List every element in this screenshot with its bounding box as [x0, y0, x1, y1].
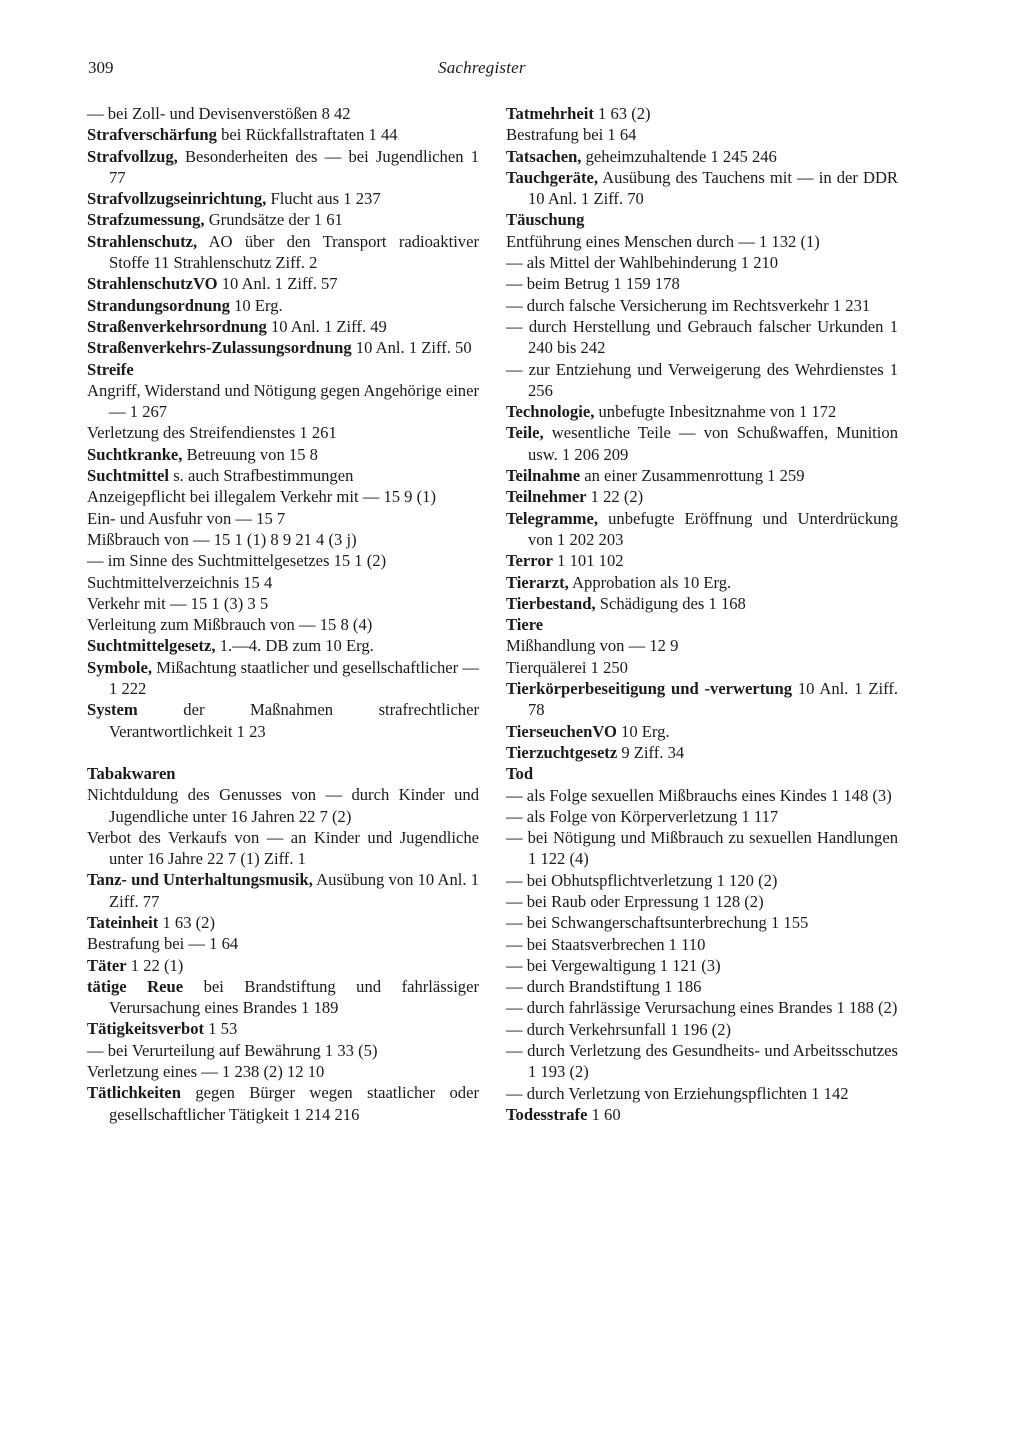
index-entry — [506, 465, 898, 486]
index-entry — [506, 912, 898, 933]
index-headword: TierseuchenVO — [506, 721, 617, 741]
index-reference: — durch Herstellung und Gebrauch falscher Urkunden 1 240 bis 242 — [506, 316, 898, 358]
index-reference: 1 22 (1) — [126, 955, 184, 975]
index-headword: Tabakwaren — [87, 763, 176, 783]
index-headword: Teile, — [506, 423, 544, 443]
index-headword: Streife — [87, 359, 134, 379]
index-reference: — bei Obhutspflichtverletzung 1 120 (2) — [506, 870, 778, 890]
index-entry — [87, 593, 479, 614]
index-entry — [506, 934, 898, 955]
index-headword: Tierzuchtgesetz — [506, 742, 618, 762]
index-headword: Terror — [506, 551, 554, 571]
index-reference: Nichtduldung des Genusses von — durch Kinder und Jugendliche unter 16 Jahren 22 7 (2) — [87, 785, 479, 826]
index-entry — [87, 529, 479, 550]
index-reference: 9 Ziff. 34 — [617, 742, 685, 762]
index-headword: Tatsachen, — [506, 146, 582, 166]
index-headword: Symbole, — [87, 657, 152, 677]
index-reference: — bei Raub oder Erpressung 1 128 (2) — [506, 891, 764, 911]
index-headword: Tierbestand, — [506, 593, 596, 613]
index-entry — [506, 124, 898, 145]
index-headword: Teilnehmer — [506, 487, 587, 507]
index-entry — [506, 209, 898, 230]
index-reference: — als Mittel der Wahlbehinderung 1 210 — [506, 253, 779, 273]
index-entry — [506, 1104, 898, 1125]
index-reference: 10 Erg. — [616, 721, 670, 741]
index-entry — [87, 486, 479, 507]
index-entry — [506, 955, 898, 976]
index-entry — [506, 1019, 898, 1040]
index-entry — [506, 976, 898, 997]
index-reference: Ausübung von 10 Anl. 1 Ziff. 77 — [109, 870, 479, 911]
index-reference: — bei Staatsverbrechen 1 110 — [506, 934, 706, 954]
index-headword: Tiere — [506, 615, 544, 635]
page-number: 309 — [88, 58, 114, 77]
index-headword: Tateinheit — [87, 912, 159, 932]
index-entry — [506, 167, 898, 210]
index-entry — [87, 444, 479, 465]
index-entry — [87, 635, 479, 656]
index-entry — [506, 252, 898, 273]
index-entry — [506, 785, 898, 806]
index-headword: Suchtkranke, — [87, 444, 183, 464]
index-entry — [87, 316, 479, 337]
index-headword: Suchtmittelgesetz, — [87, 636, 216, 656]
index-entry — [506, 486, 898, 507]
index-entry — [506, 273, 898, 294]
index-reference: Verletzung des Streifendienstes 1 261 — [87, 423, 337, 443]
section-gap — [87, 742, 479, 763]
index-entry — [506, 870, 898, 891]
index-reference: bei Brandstiftung und fahrlässiger Verursachung eines Brandes 1 189 — [109, 976, 479, 1018]
index-reference: Tierquälerei 1 250 — [506, 657, 628, 677]
index-reference: Verletzung eines — 1 238 (2) 12 10 — [87, 1062, 325, 1082]
index-reference: 10 Anl. 1 Ziff. 49 — [266, 316, 387, 336]
index-entry — [87, 699, 479, 742]
index-reference: 10 Anl. 1 Ziff. 50 — [351, 338, 472, 358]
index-entry — [87, 1018, 479, 1039]
index-entry — [87, 550, 479, 571]
index-reference: — durch fahrlässige Verursachung eines Brandes 1 188 (2) — [506, 998, 898, 1018]
index-reference: Mißachtung staatlicher und gesellschaftlicher — 1 222 — [109, 657, 479, 699]
index-entry — [87, 359, 479, 380]
index-entry — [87, 614, 479, 635]
index-entry — [87, 422, 479, 443]
index-entry — [87, 103, 479, 124]
running-head: Sachregister — [438, 58, 526, 77]
index-headword: Tod — [506, 764, 534, 784]
index-reference: bei Rückfallstraftaten 1 44 — [216, 125, 398, 145]
index-reference: — bei Nötigung und Mißbrauch zu sexuellen Handlungen 1 122 (4) — [506, 828, 898, 869]
index-entry — [87, 827, 479, 870]
index-reference: Mißbrauch von — 15 1 (1) 8 9 21 4 (3 j) — [87, 529, 357, 549]
index-entry — [87, 784, 479, 827]
index-reference: Grundsätze der 1 61 — [204, 210, 343, 230]
index-headword: Täter — [87, 955, 127, 975]
index-entry — [506, 146, 898, 167]
index-reference: Ein- und Ausfuhr von — 15 7 — [87, 508, 286, 528]
index-headword: Suchtmittel — [87, 466, 170, 486]
index-entry — [506, 422, 898, 465]
index-headword: System — [87, 700, 138, 720]
index-entry — [506, 763, 898, 784]
index-reference: 1 22 (2) — [586, 487, 644, 507]
index-reference: — durch Brandstiftung 1 186 — [506, 977, 702, 997]
index-entry — [506, 721, 898, 742]
index-entry — [87, 869, 479, 912]
index-reference: — als Folge sexuellen Mißbrauchs eines Kindes 1 148 (3) — [506, 785, 892, 805]
index-entry — [87, 465, 479, 486]
index-reference: gegen Bürger wegen staatlicher oder gesellschaftlicher Tätigkeit 1 214 216 — [109, 1083, 479, 1124]
index-entry — [506, 742, 898, 763]
index-entry — [506, 316, 898, 359]
index-entry — [506, 359, 898, 402]
index-entry — [87, 572, 479, 593]
index-entry — [87, 209, 479, 230]
index-reference: — durch Verkehrsunfall 1 196 (2) — [506, 1019, 732, 1039]
index-reference: 1 63 (2) — [593, 104, 651, 123]
index-entry — [87, 508, 479, 529]
index-reference: s. auch Strafbestimmungen — [169, 466, 354, 486]
index-reference: 1 53 — [204, 1019, 238, 1039]
index-entry — [506, 572, 898, 593]
index-reference: — bei Zoll- und Devisenverstößen 8 42 — [87, 104, 351, 123]
index-reference: Besonderheiten des — bei Jugendlichen 1 77 — [109, 146, 479, 187]
index-entry — [506, 997, 898, 1018]
index-reference: Bestrafung bei — 1 64 — [87, 934, 239, 954]
index-headword: Straßenverkehrs-Zulassungsordnung — [87, 338, 352, 358]
index-reference: Verleitung zum Mißbrauch von — 15 8 (4) — [87, 615, 373, 635]
index-reference: — bei Schwangerschaftsunterbrechung 1 155 — [506, 913, 809, 933]
index-reference: — beim Betrug 1 159 178 — [506, 274, 680, 294]
index-reference: unbefugte Eröffnung und Unterdrückung von 1 202 203 — [528, 508, 898, 549]
index-reference: AO über den Transport radioaktiver Stoffe 11 Strahlenschutz Ziff. 2 — [109, 231, 479, 273]
index-headword: Täuschung — [506, 210, 585, 230]
index-headword: Strafvollzug, — [87, 146, 178, 166]
index-entry — [87, 124, 479, 145]
index-reference: 10 Anl. 1 Ziff. 57 — [217, 274, 338, 294]
index-headword: Todesstrafe — [506, 1104, 588, 1124]
index-entry — [87, 1082, 479, 1125]
index-entry — [506, 1040, 898, 1083]
index-reference: 1 63 (2) — [158, 912, 215, 932]
index-reference: Approbation als 10 Erg. — [568, 572, 732, 592]
index-reference: Bestrafung bei 1 64 — [506, 125, 637, 145]
right-column — [506, 103, 898, 1125]
index-reference: geheimzuhaltende 1 245 246 — [581, 146, 777, 166]
index-reference: — durch Verletzung des Gesundheits- und Arbeitsschutzes 1 193 (2) — [506, 1041, 898, 1082]
index-reference: 1 60 — [587, 1104, 621, 1124]
index-entry — [87, 1040, 479, 1061]
index-entry — [506, 1083, 898, 1104]
index-entry — [87, 657, 479, 700]
index-entry — [506, 593, 898, 614]
index-reference: — als Folge von Körperverletzung 1 117 — [506, 806, 779, 826]
index-headword: tätige Reue — [87, 976, 184, 996]
index-headword: Strafvollzugseinrichtung, — [87, 189, 267, 209]
index-entry — [506, 401, 898, 422]
index-headword: Tätigkeitsverbot — [87, 1019, 205, 1039]
index-headword: Strandungsordnung — [87, 295, 230, 315]
index-headword: Strafverschärfung — [87, 125, 217, 145]
index-reference: — bei Verurteilung auf Bewährung 1 33 (5) — [87, 1040, 378, 1060]
index-entry — [87, 933, 479, 954]
index-reference: Verbot des Verkaufs von — an Kinder und Jugendliche unter 16 Jahre 22 7 (1) Ziff. 1 — [87, 827, 479, 869]
index-headword: Tierkörperbeseitigung und -verwertung — [506, 679, 793, 699]
index-reference: — zur Entziehung und Verweigerung des Wehrdienstes 1 256 — [506, 359, 898, 400]
index-reference: Schädigung des 1 168 — [595, 593, 746, 613]
index-headword: Tatmehrheit — [506, 104, 594, 123]
index-reference: Angriff, Widerstand und Nötigung gegen Angehörige einer — 1 267 — [87, 380, 479, 422]
index-headword: Tätlichkeiten — [87, 1083, 182, 1103]
index-headword: Teilnahme — [506, 466, 581, 486]
index-entry — [506, 295, 898, 316]
index-reference: Betreuung von 15 8 — [182, 444, 318, 464]
index-entry — [506, 678, 898, 721]
index-reference: der Maßnahmen strafrechtlicher Verantwortlichkeit 1 23 — [109, 700, 479, 741]
index-reference: — bei Vergewaltigung 1 121 (3) — [506, 955, 721, 975]
index-entry — [506, 231, 898, 252]
index-entry — [506, 508, 898, 551]
index-entry — [506, 657, 898, 678]
index-entry — [87, 763, 479, 784]
index-reference: 10 Anl. 1 Ziff. 78 — [528, 679, 898, 720]
index-reference: — durch Verletzung von Erziehungspflichten 1 142 — [506, 1083, 849, 1103]
index-headword: StrahlenschutzVO — [87, 274, 218, 294]
index-entry — [87, 231, 479, 274]
index-reference: Verkehr mit — 15 1 (3) 3 5 — [87, 593, 269, 613]
index-headword: Straßenverkehrsordnung — [87, 316, 267, 336]
index-entry — [506, 103, 898, 124]
index-entry — [506, 614, 898, 635]
index-entry — [87, 976, 479, 1019]
index-entry — [87, 295, 479, 316]
index-reference: 1.—4. DB zum 10 Erg. — [215, 636, 374, 656]
index-entry — [87, 146, 479, 189]
index-reference: — durch falsche Versicherung im Rechtsverkehr 1 231 — [506, 295, 871, 315]
index-headword: Tanz- und Unterhaltungsmusik, — [87, 870, 313, 890]
index-entry — [506, 827, 898, 870]
index-reference: Suchtmittelverzeichnis 15 4 — [87, 572, 273, 592]
index-entry — [87, 912, 479, 933]
index-reference: 1 101 102 — [553, 551, 624, 571]
index-entry — [506, 891, 898, 912]
index-entry — [506, 550, 898, 571]
index-reference: an einer Zusammenrottung 1 259 — [580, 466, 805, 486]
index-reference: Anzeigepflicht bei illegalem Verkehr mit — 15 9 (1) — [87, 487, 436, 507]
index-entry — [87, 955, 479, 976]
index-headword: Strahlenschutz, — [87, 231, 198, 251]
index-reference: Mißhandlung von — 12 9 — [506, 636, 679, 656]
index-entry — [87, 1061, 479, 1082]
index-reference: Flucht aus 1 237 — [266, 189, 381, 209]
index-entry — [87, 380, 479, 423]
index-entry — [87, 273, 479, 294]
index-headword: Strafzumessung, — [87, 210, 205, 230]
index-headword: Tierarzt, — [506, 572, 569, 592]
index-headword: Technologie, — [506, 402, 595, 422]
left-column — [87, 103, 479, 1125]
index-reference: Ausübung des Tauchens mit — in der DDR 10 Anl. 1 Ziff. 70 — [528, 167, 898, 209]
index-reference: 10 Erg. — [229, 295, 283, 315]
index-headword: Tauchgeräte, — [506, 167, 599, 187]
index-reference: wesentliche Teile — von Schußwaffen, Munition usw. 1 206 209 — [528, 423, 898, 464]
index-entry — [87, 337, 479, 358]
index-entry — [506, 635, 898, 656]
index-reference: — im Sinne des Suchtmittelgesetzes 15 1 (2) — [87, 551, 387, 571]
index-reference: unbefugte Inbesitznahme von 1 172 — [594, 402, 837, 422]
index-reference: Entführung eines Menschen durch — 1 132 (1) — [506, 231, 820, 251]
index-entry — [87, 188, 479, 209]
index-headword: Telegramme, — [506, 508, 599, 528]
index-entry — [506, 806, 898, 827]
